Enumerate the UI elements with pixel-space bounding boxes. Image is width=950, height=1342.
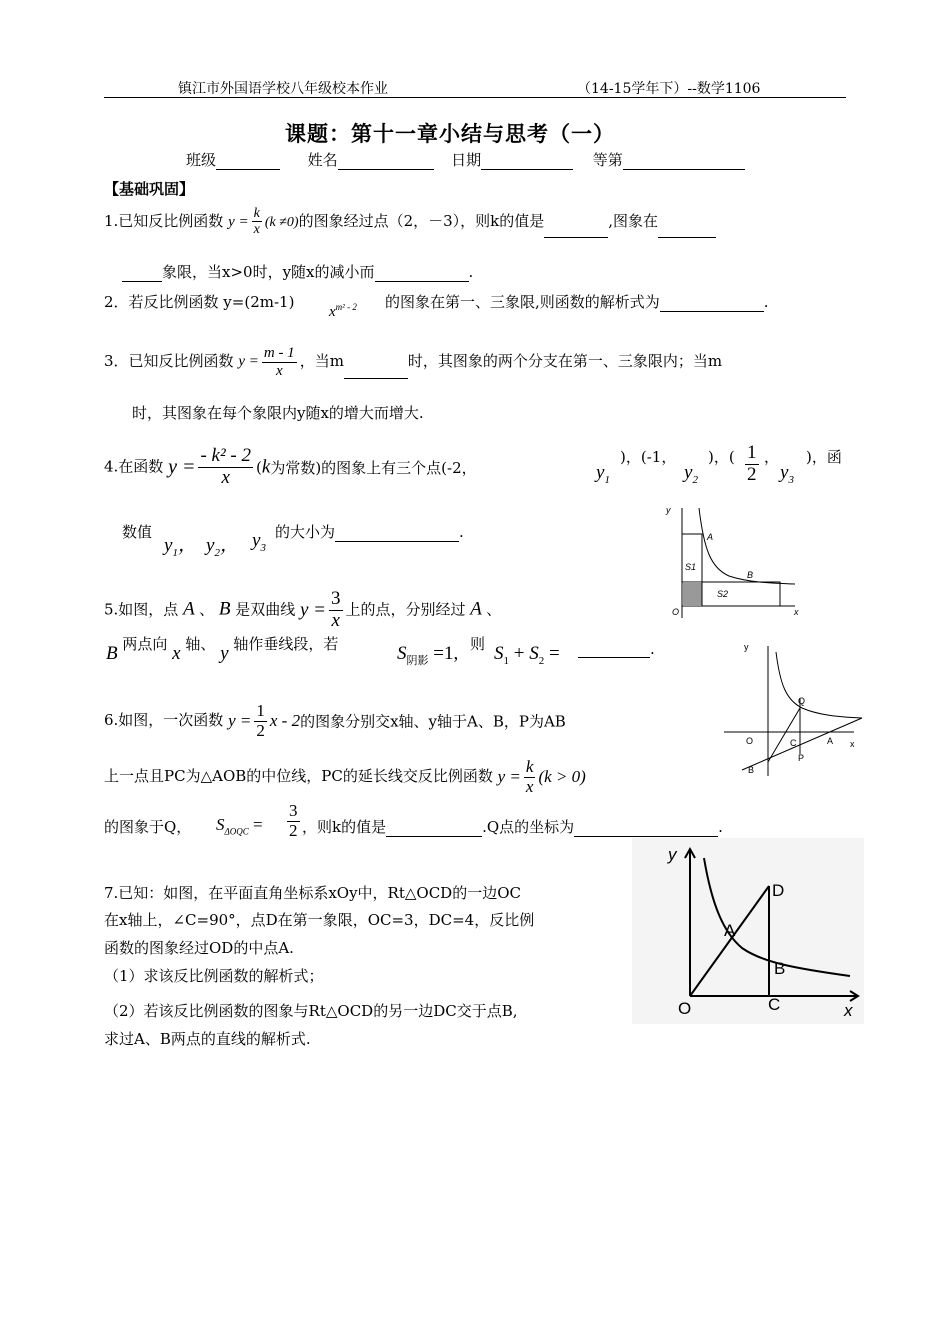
q5-text-d: 两点向 <box>122 635 168 653</box>
fig5-shaded <box>683 582 702 606</box>
q3-line2 <box>132 402 424 423</box>
q6-line3 <box>104 816 191 837</box>
q1-blank2[interactable] <box>658 237 716 238</box>
q2-text-b: 的图象在第一、三象限,则函数的解析式为 <box>385 293 660 311</box>
q5-text-i: . <box>650 640 655 658</box>
q1-text-c: ,图象在 <box>608 211 659 230</box>
q5-shade-label: 阴影 <box>406 654 429 667</box>
q1-text-a: 1.已知反比例函数 <box>104 211 224 230</box>
q3-frac: $\frac{m - 1}{x}$ <box>263 345 295 379</box>
q7-line1: 7.已知：如图，在平面直角坐标系xOy中，Rt△OCD的一边OC <box>104 884 521 902</box>
q5-text-e: 轴、 <box>185 635 216 653</box>
q4-half: $\frac{1}{2}$ <box>747 442 757 485</box>
q4-line1: 4.在函数 y = $\frac{\text{- k² - 2}}{x}$ (k为常数)的图象上有三个点(-2， <box>104 445 477 488</box>
q6-text-e: ，则k的值是 <box>302 818 387 836</box>
q6-blank1[interactable] <box>386 836 482 837</box>
q6-text-f: .Q点的坐标为 <box>482 818 575 836</box>
q3-text-b: ，当m <box>299 352 344 370</box>
q3-text-a: 3．已知反比例函数 <box>104 352 234 370</box>
q6-line2: 上一点且PC为△AOB的中位线，PC的延长线交反比例函数 y = $\frac{k}{x}$ (k > 0) <box>104 757 586 796</box>
q1-frac: $\frac{k}{x}$ <box>253 206 260 238</box>
q4-y3b: $y_3$ <box>252 530 266 554</box>
fig6-label-a: A <box>827 736 834 746</box>
q1-blank3[interactable] <box>122 281 162 282</box>
fig5-label-a: A <box>707 532 714 542</box>
q4-y3: $y_3$ <box>780 462 794 486</box>
q2-line-rest <box>385 291 769 312</box>
header-school: 镇江市外国语学校八年级校本作业 <box>178 81 388 97</box>
header-term: （14-15学年下）--数学1106 <box>577 81 761 97</box>
q6-text-a: 6.如图，一次函数 <box>104 711 224 730</box>
fig5-label-o: O <box>672 607 680 617</box>
q4-line2-rest <box>275 521 464 542</box>
q6-frac1: $\frac{1}{2}$ <box>256 701 265 740</box>
figure-q7 <box>632 838 864 1024</box>
q7-line4: （1）求该反比例函数的解析式； <box>104 967 324 985</box>
fig7-label-a: A <box>724 921 736 940</box>
q7-line3: 函数的图象经过OD的中点A. <box>104 939 294 957</box>
fig6-hyperbola <box>776 652 862 718</box>
fig7-label-d: D <box>772 881 785 900</box>
q4-text-d: )，( <box>708 448 735 466</box>
q4-eq: y = <box>168 455 196 478</box>
q3-text-c: 时，其图象的两个分支在第一、三象限内；当m <box>407 352 723 370</box>
class-field[interactable] <box>216 169 280 170</box>
q6-text-d: 的图象于Q， <box>104 818 192 836</box>
fig5-label-s1: S1 <box>685 562 697 572</box>
fig6-label-o: O <box>746 736 754 746</box>
q5-text-b: 是双曲线 <box>235 600 296 619</box>
q7-line2: 在x轴上，∠C=90°，点D在第一象限，OC=3，DC=4，反比例 <box>104 911 535 929</box>
q1-eq: y = <box>228 213 249 230</box>
q2-text-c: . <box>763 293 769 311</box>
q4-k: k <box>261 456 271 478</box>
q3-text-d: 时，其图象在每个象限内y随x的增大而增大. <box>132 404 424 422</box>
q5-frac: $\frac{3}{x}$ <box>331 588 341 631</box>
q1-text-b: 的图象经过点（2，－3），则k的值是 <box>298 211 545 230</box>
q4-text-f: 数值 <box>122 523 153 541</box>
q4-text-g: 的大小为 <box>275 523 336 541</box>
q2-line <box>104 291 294 312</box>
q5-answer <box>578 640 655 658</box>
fig7-label-c: C <box>768 995 781 1014</box>
fig6-label-y: y <box>744 642 749 652</box>
q1-cond: (k ≠0) <box>264 214 299 230</box>
q1-blank1[interactable] <box>544 237 608 238</box>
q1-line2 <box>122 261 473 282</box>
fig6-label-b: B <box>748 765 755 775</box>
q5-then: 则 <box>470 635 486 653</box>
fig7-label-x: x <box>844 1001 853 1020</box>
q1-text-d: 象限，当x>0时，y随x的减小而 <box>162 263 375 281</box>
q4-text-c: )，(-1， <box>620 448 677 466</box>
q5-sum: $S_1 + S_2$ = <box>494 643 560 667</box>
q4-text-h: . <box>459 523 464 541</box>
q3-line1 <box>104 345 722 379</box>
q6-line1: 6.如图，一次函数 y = $\frac{1}{2}$ x - 2的图象分别交x轴、y轴于A、B，P为AB <box>104 701 566 740</box>
fig5-label-y: y <box>666 505 671 515</box>
q6-frac3: $\frac{3}{2}$ <box>289 801 298 840</box>
q4-y2b: $y_2$， <box>206 535 239 559</box>
q4-y1b: $y_1$， <box>164 535 197 559</box>
info-line <box>186 149 745 170</box>
q4-y1: $y_1$ <box>596 462 610 486</box>
q6-text-c: 上一点且PC为△AOB的中位线，PC的延长线交反比例函数 <box>104 767 493 786</box>
fig6-label-p: P <box>798 753 805 763</box>
q7-line5: （2）若该反比例函数的图象与Rt△OCD的另一边DC交于点B, <box>104 1002 518 1020</box>
fig5-label-s2: S2 <box>717 589 729 599</box>
q6-text-g: . <box>718 818 723 836</box>
fig5-label-x: x <box>794 607 799 617</box>
figure-q6 <box>722 640 867 780</box>
q6-area: $S_{\Delta OQC}$ = <box>216 815 263 837</box>
page-title: 课题：第十一章小结与思考（一） <box>285 121 615 146</box>
q6-text-b: 的图象分别交x轴、y轴于A、B，P为AB <box>300 712 566 731</box>
q5-text-c: 上的点，分别经过 <box>345 600 466 619</box>
grade-field[interactable] <box>623 169 745 170</box>
q5-text-f: 轴作垂线段，若 <box>233 635 339 653</box>
fig7-label-y: y <box>668 845 677 864</box>
q3-eq: y = <box>238 353 259 370</box>
q5-text-a: 5.如图，点 <box>104 600 179 619</box>
q1-blank4[interactable] <box>375 281 469 282</box>
class-label: 班级 <box>186 151 217 169</box>
fig6-label-q: Q <box>798 696 806 706</box>
figure-q5 <box>655 500 805 622</box>
q6-frac2: $\frac{k}{x}$ <box>525 757 534 796</box>
header-rule <box>104 97 846 98</box>
q2-blank[interactable] <box>660 311 764 312</box>
name-field[interactable] <box>338 169 434 170</box>
date-label: 日期 <box>451 151 482 169</box>
q4-frac: $\frac{\text{- k² - 2}}{x}$ <box>200 445 252 488</box>
q5-blank[interactable] <box>578 657 650 658</box>
fig6-label-x: x <box>850 739 855 749</box>
fig5-label-b: B <box>747 570 754 580</box>
grade-label: 等第 <box>592 151 623 169</box>
q7-line6: 求过A、B两点的直线的解析式. <box>104 1030 311 1048</box>
q1-text-e: . <box>468 263 474 281</box>
q5-line2: B 两点向 x 轴、 y 轴作垂线段，若 <box>106 635 339 664</box>
q5-shade-eq: $S_{阴影} =1$, <box>397 643 459 667</box>
q4-blank[interactable] <box>335 541 459 542</box>
q4-text-e: )，函 <box>806 448 842 466</box>
q4-line2 <box>122 521 152 542</box>
q1-line1 <box>104 206 716 238</box>
fig6-line-oq <box>768 708 800 762</box>
fig7-label-b: B <box>774 959 786 978</box>
q4-text-a: 4.在函数 <box>104 457 164 476</box>
q3-blank1[interactable] <box>344 378 408 379</box>
q2-text-a: 2．若反比例函数 y=(2m-1) <box>104 293 295 311</box>
q4-text-b: 为常数)的图象上有三个点(-2， <box>270 458 477 477</box>
date-field[interactable] <box>481 169 573 170</box>
fig7-label-o: O <box>678 999 692 1018</box>
q6-blank2[interactable] <box>574 836 718 837</box>
q6-line3-rest <box>302 816 723 837</box>
fig6-label-c: C <box>790 738 797 748</box>
q4-y2: $y_2$ <box>684 462 698 486</box>
q5-line1: 5.如图，点 A 、 B 是双曲线 y = $\frac{3}{x}$ 上的点，分别经过 A 、 <box>104 588 502 631</box>
section-heading: 【基础巩固】 <box>104 180 195 198</box>
name-label: 姓名 <box>307 151 338 169</box>
q2-power: $x^{m^2 - 2}$ <box>329 302 357 320</box>
